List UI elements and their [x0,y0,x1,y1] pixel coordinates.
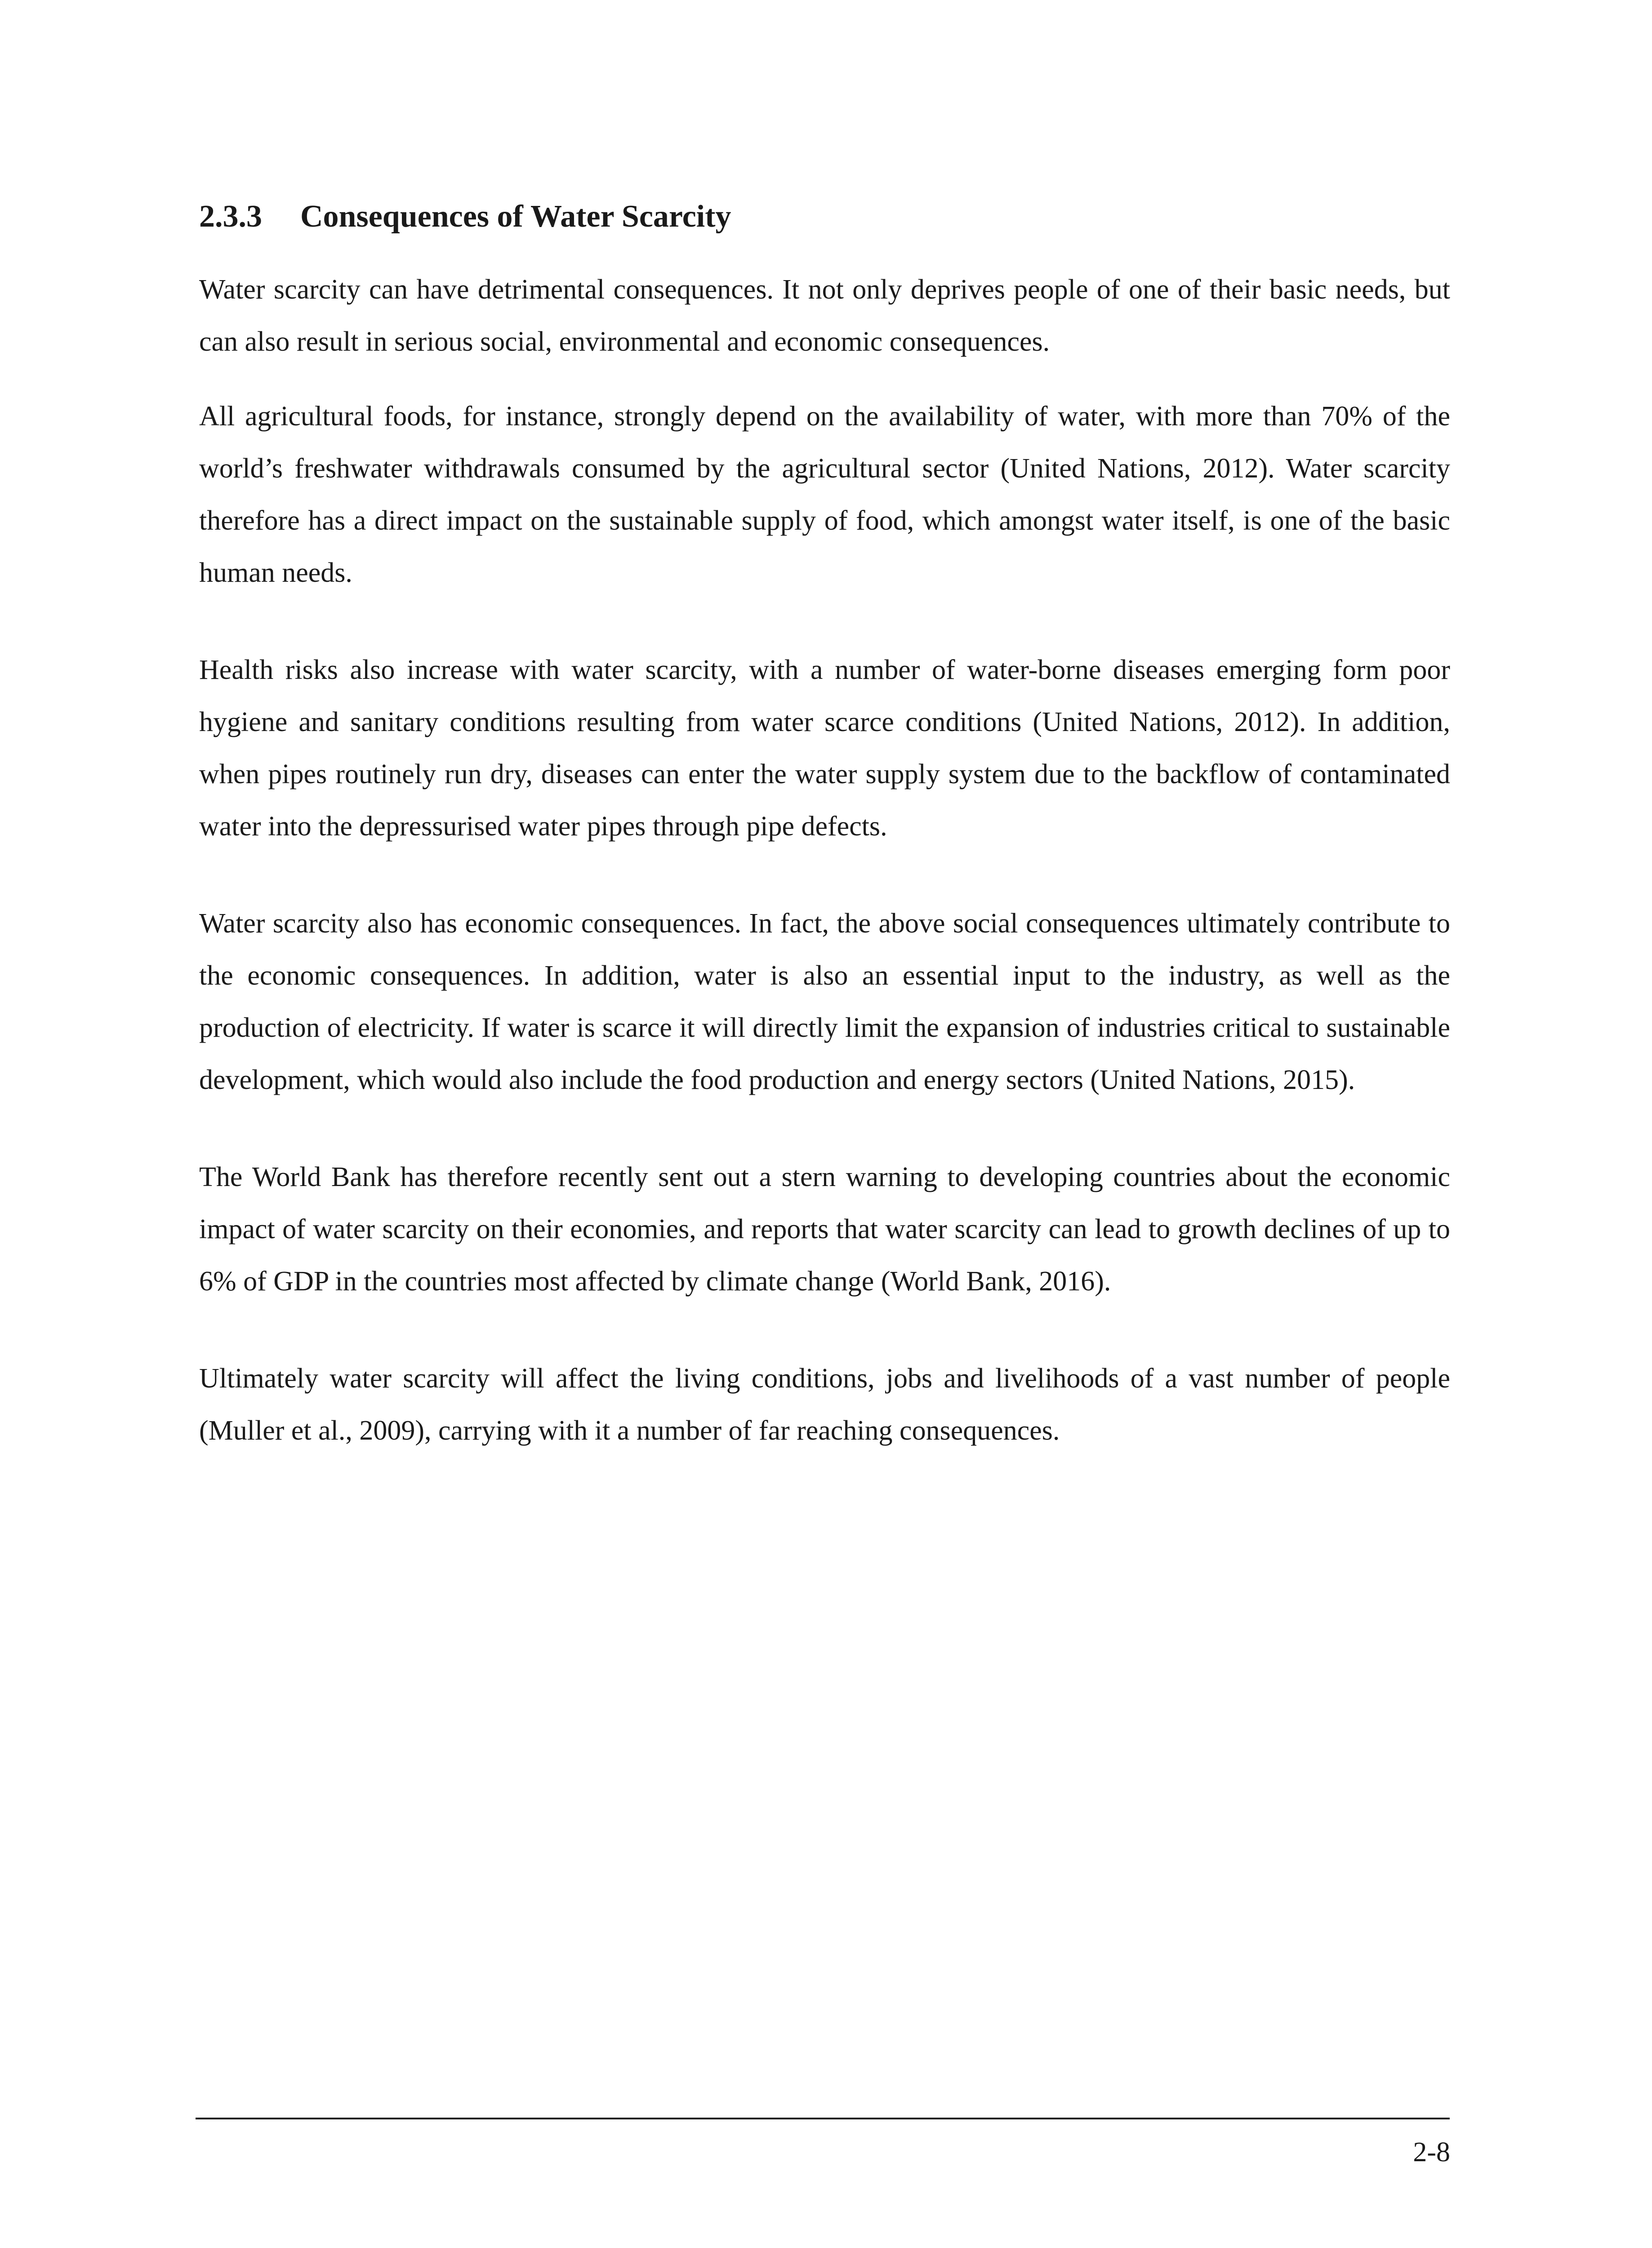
paragraph-economic: Water scarcity also has economic consequences. In fact, the above social consequences ultimately contribute to the economic consequences. In addition, water is also an essential input to the industry, as well as the production of electricity. If water is scarce it will directly limit the expansion of industries critical to sustainable development, which would also include the food production and energy sectors (United Nations, 2015). [199,908,1450,1095]
paragraph-health: Health risks also increase with water scarcity, with a number of water-borne diseases emerging form poor hygiene and sanitary conditions resulting from water scarce conditions (United Nations, 2012). In addition, when pipes routinely run dry, diseases can enter the water supply system due to the backflow of contaminated water into the depressurised water pipes through pipe defects. [199,655,1450,842]
paragraph-agriculture: All agricultural foods, for instance, strongly depend on the availability of water, with more than 70% of the world’s freshwater withdrawals consumed by the agricultural sector (United Nations, 2012). Water scarcity therefore has a direct impact on the sustainable supply of food, which amongst water itself, is one of the basic human needs. [199,401,1450,588]
page-number: 2-8 [1413,2137,1450,2168]
page-content [199,198,1450,1479]
section-number: 2.3.3 [199,199,262,234]
section-heading [199,198,1450,236]
section-title: Consequences of Water Scarcity [300,199,731,234]
footer-divider [196,2118,1450,2119]
paragraph-world-bank: The World Bank has therefore recently sent out a stern warning to developing countries about the economic impact of water scarcity on their economies, and reports that water scarcity can lead to growth declines of up to 6% of GDP in the countries most affected by climate change (World Bank, 2016). [199,1162,1450,1297]
paragraph-conclusion: Ultimately water scarcity will affect the living conditions, jobs and livelihoods of a vast number of people (Muller et al., 2009), carrying with it a number of far reaching consequences. [199,1363,1450,1446]
paragraph-intro: Water scarcity can have detrimental consequences. It not only deprives people of one of their basic needs, but can also result in serious social, environmental and economic consequences. [199,274,1450,357]
